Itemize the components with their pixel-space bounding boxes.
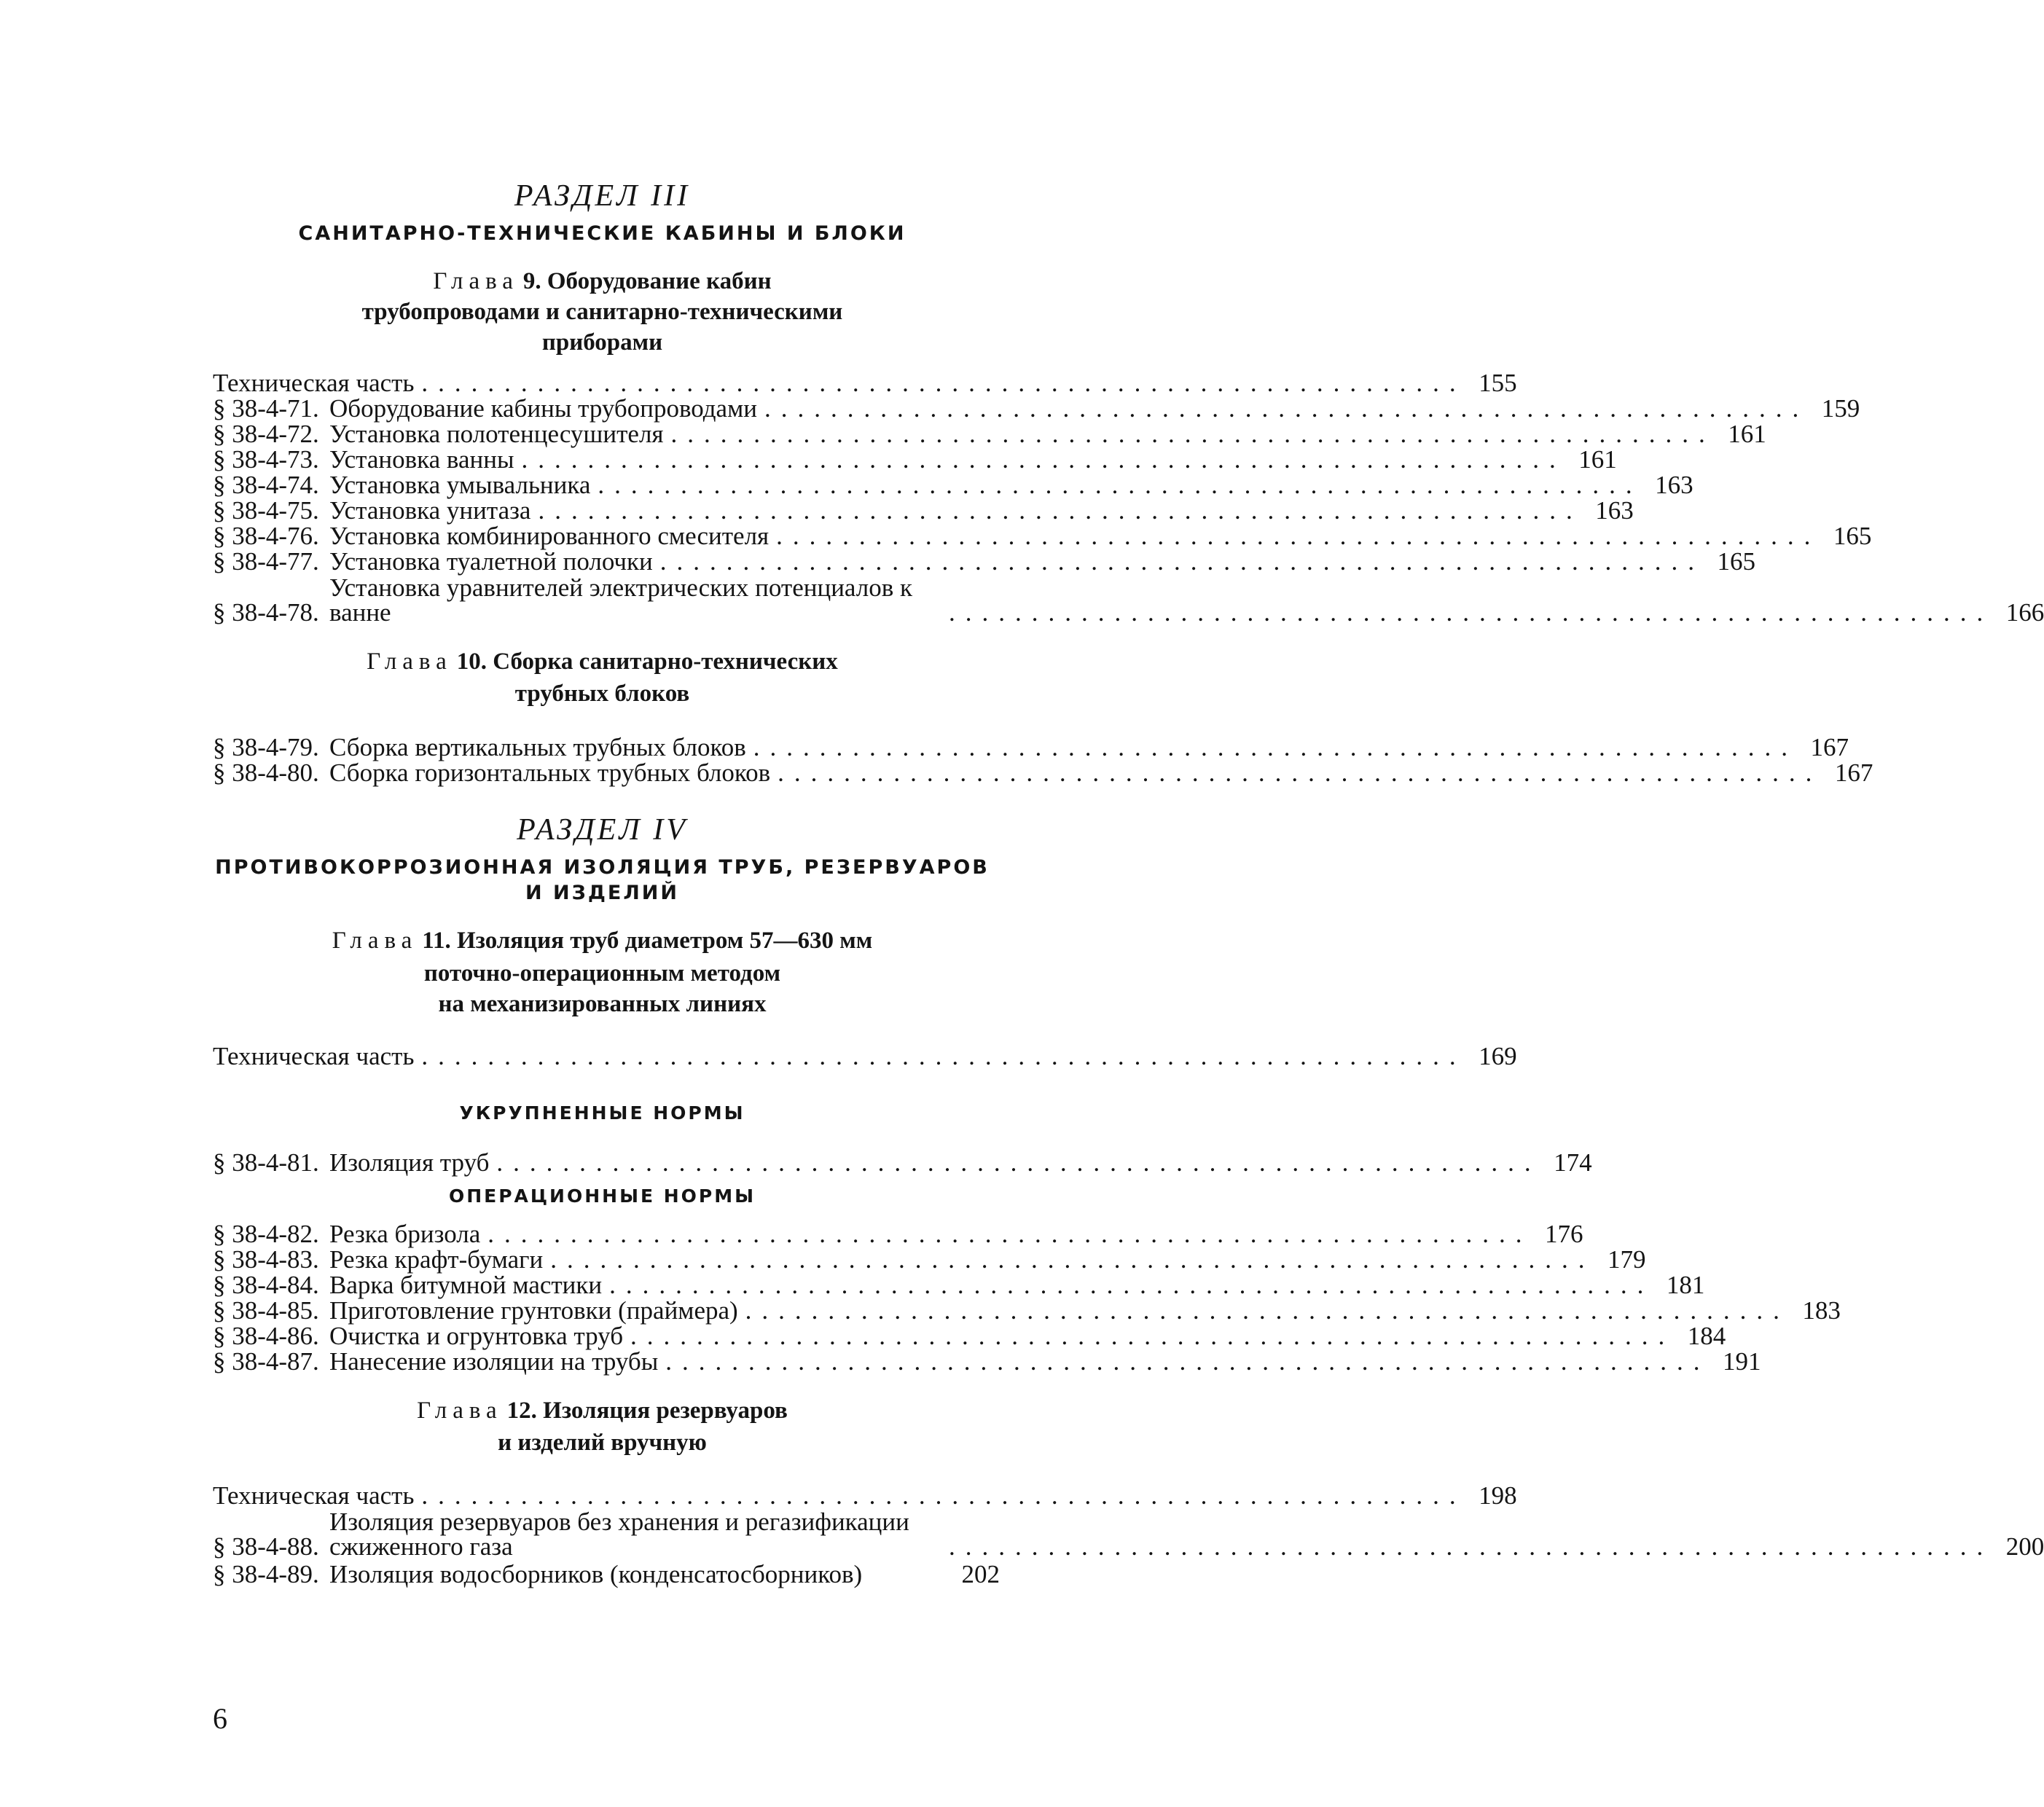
toc-entry [213,1508,2044,1561]
toc-entry-title: Очистка и огрунтовка труб [329,1322,624,1350]
toc-entry-title: Установка унитаза [329,496,531,525]
toc-entry [213,1220,1583,1248]
toc-entry-page: 183 [1802,1296,1841,1325]
toc-entry-title: Установка уравнителей электрических потенциалов к ванне [329,573,913,627]
toc-entry [213,547,1756,576]
toc-entry-title: Резка бризола [329,1220,481,1248]
toc-entry [213,1561,1000,1587]
toc-entry-title: Техническая часть [213,369,415,397]
toc-entry [213,1322,1726,1350]
toc-entry [213,369,1517,397]
toc-entry-number: § 38-4-80. [213,759,319,787]
toc-entry-number: § 38-4-79. [213,733,319,761]
chapter9-line3: приборами [541,329,663,356]
toc-entry-title: Установка полотенцесушителя [329,420,664,448]
toc-entry-number: § 38-4-72. [213,420,319,448]
chapter12-heading [0,1398,1205,1424]
toc-entry-number: § 38-4-81. [213,1148,319,1177]
toc-leader: ............................................................... [949,1532,1994,1561]
toc-entry-title: Резка крафт-бумаги [329,1245,544,1274]
toc-entry-page: 163 [1595,496,1634,525]
toc-entry-page: 191 [1722,1347,1761,1376]
chapter12-word: Глава [417,1398,503,1424]
section4-subtitle-line1: ПРОТИВОКОРРОЗИОННАЯ ИЗОЛЯЦИЯ ТРУБ, РЕЗЕРВУАРОВ [215,856,990,879]
toc-entry-page: 166 [2005,598,2044,627]
group-heading-operational-norms: ОПЕРАЦИОННЫЕ НОРМЫ [448,1185,756,1207]
chapter12-line1: 12. Изоляция резервуаров [506,1398,788,1424]
chapter9-line2: трубопроводами и санитарно-техническими [361,299,843,325]
section4-subtitle-line2: И ИЗДЕЛИЙ [525,882,679,904]
toc-leader: ............................................................... [538,496,1583,525]
toc-leader: ............................................................... [421,1042,1466,1070]
toc-entry-title: Сборка вертикальных трубных блоков [329,733,746,761]
toc-entry-number: § 38-4-89. [213,1560,319,1588]
toc-entry-page: 167 [1834,759,1873,787]
toc-entry-title: Техническая часть [213,1042,415,1070]
page-number-mark: 6 [213,1702,227,1735]
toc-entry [213,420,1766,448]
toc-entry-number: § 38-4-71. [213,394,319,423]
toc-entry-number: § 38-4-87. [213,1347,319,1376]
toc-entry-title: Установка комбинированного смесителя [329,522,770,550]
chapter11-word: Глава [332,928,418,954]
toc-leader: ............................................................... [949,598,1994,627]
toc-leader: ............................................................... [487,1220,1532,1248]
toc-entry [213,496,1634,525]
toc-entry-page: 176 [1545,1220,1583,1248]
toc-leader: ............................................................... [753,733,1798,761]
chapter11-line1: 11. Изоляция труб диаметром 57—630 мм [422,928,873,954]
toc-entry [213,573,2044,627]
toc-entry [213,1042,1517,1070]
toc-entry-number: § 38-4-85. [213,1296,319,1325]
toc-entry-page: 161 [1578,445,1617,474]
toc-entry-page: 167 [1810,733,1849,761]
chapter9-word: Глава [433,268,519,294]
toc-entry-title: Техническая часть [213,1481,415,1510]
toc-entry-page: 159 [1821,394,1860,423]
toc-entry-page: 165 [1717,547,1756,576]
toc-entry-page: 169 [1479,1042,1517,1070]
toc-entry-page: 184 [1687,1322,1726,1350]
toc-leader: ............................................................... [665,1347,1710,1376]
toc-entry-page: 200 [2005,1532,2044,1561]
toc-leader: ............................................................... [550,1245,1595,1274]
toc-leader: ............................................................... [521,445,1566,474]
toc-entry [213,759,1873,787]
toc-entry [213,445,1617,474]
section3-title: РАЗДЕЛ III [514,179,691,213]
toc-entry [213,522,1872,550]
toc-leader: ............................................................... [609,1271,1654,1299]
chapter9-heading [0,268,1205,295]
toc-entry [213,1148,1592,1177]
toc-entry-number: § 38-4-84. [213,1271,319,1299]
chapter11-line3: на механизированных линиях [438,991,767,1017]
chapter10-line2: трубных блоков [514,681,690,707]
toc-entry [213,1481,1517,1510]
toc-leader: ............................................................... [598,471,1642,499]
toc-entry-title: Варка битумной мастики [329,1271,603,1299]
toc-entry-number: § 38-4-78. [213,598,319,627]
section4-title: РАЗДЕЛ IV [517,813,688,847]
toc-entry-title: Сборка горизонтальных трубных блоков [329,759,771,787]
toc-entry [213,733,1849,761]
toc-entry-title: Изоляция водосборников (конденсатосборников) [329,1560,863,1588]
chapter10-heading [0,648,1205,675]
toc-entry-page: 202 [961,1560,1000,1588]
toc-entry-number: § 38-4-74. [213,471,319,499]
toc-entry-page: 181 [1666,1271,1705,1299]
toc-leader: ............................................................... [659,547,1705,576]
toc-entry [213,1296,1841,1325]
toc-entry-number: § 38-4-73. [213,445,319,474]
toc-entry-page: 155 [1479,369,1517,397]
toc-entry [213,1245,1646,1274]
toc-entry-page: 161 [1728,420,1766,448]
chapter11-line2: поточно-операционным методом [423,960,781,987]
toc-entry-number: § 38-4-86. [213,1322,319,1350]
toc-entry [213,394,1860,423]
toc-entry-page: 174 [1554,1148,1592,1177]
toc-leader: ............................................................... [496,1148,1541,1177]
group-heading-enlarged-norms: УКРУПНЕННЫЕ НОРМЫ [459,1102,745,1124]
toc-leader: ............................................................... [421,1481,1466,1510]
section3-subtitle: САНИТАРНО-ТЕХНИЧЕСКИЕ КАБИНЫ И БЛОКИ [298,222,907,245]
toc-entry-number: § 38-4-75. [213,496,319,525]
toc-entry-title: Приготовление грунтовки (праймера) [329,1296,738,1325]
toc-leader: ............................................................... [778,759,1822,787]
toc-entry-page: 165 [1833,522,1872,550]
toc-leader: ............................................................... [670,420,1715,448]
chapter11-heading [0,928,1205,955]
toc-entry-title: Нанесение изоляции на трубы [329,1347,659,1376]
toc-entry [213,1347,1761,1376]
toc-entry [213,1271,1705,1299]
toc-leader: ............................................................... [745,1296,1790,1325]
toc-entry-title: Изоляция труб [329,1148,490,1177]
chapter10-line1: 10. Сборка санитарно-технических [456,648,838,675]
toc-entry [213,471,1693,499]
toc-entry-number: § 38-4-88. [213,1532,319,1561]
toc-entry-number: § 38-4-83. [213,1245,319,1274]
chapter10-word: Глава [367,648,453,675]
toc-entry-page: 179 [1608,1245,1646,1274]
toc-leader: ............................................................... [630,1322,1675,1350]
toc-leader: ............................................................... [421,369,1466,397]
toc-entry-title: Установка ванны [329,445,514,474]
chapter9-line1: 9. Оборудование кабин [522,268,772,294]
toc-leader: ............................................................... [764,394,1809,423]
toc-entry-page: 163 [1655,471,1693,499]
toc-entry-number: § 38-4-77. [213,547,319,576]
toc-entry-title: Установка умывальника [329,471,591,499]
toc-entry-page: 198 [1479,1481,1517,1510]
toc-entry-title: Изоляция резервуаров без хранения и регазификации сжиженного газа [329,1508,909,1561]
toc-entry-number: § 38-4-82. [213,1220,319,1248]
toc-entry-title: Оборудование кабины трубопроводами [329,394,757,423]
toc-leader: ............................................................... [776,522,1821,550]
toc-entry-number: § 38-4-76. [213,522,319,550]
toc-entry-title: Установка туалетной полочки [329,547,653,576]
chapter12-line2: и изделий вручную [498,1430,707,1456]
